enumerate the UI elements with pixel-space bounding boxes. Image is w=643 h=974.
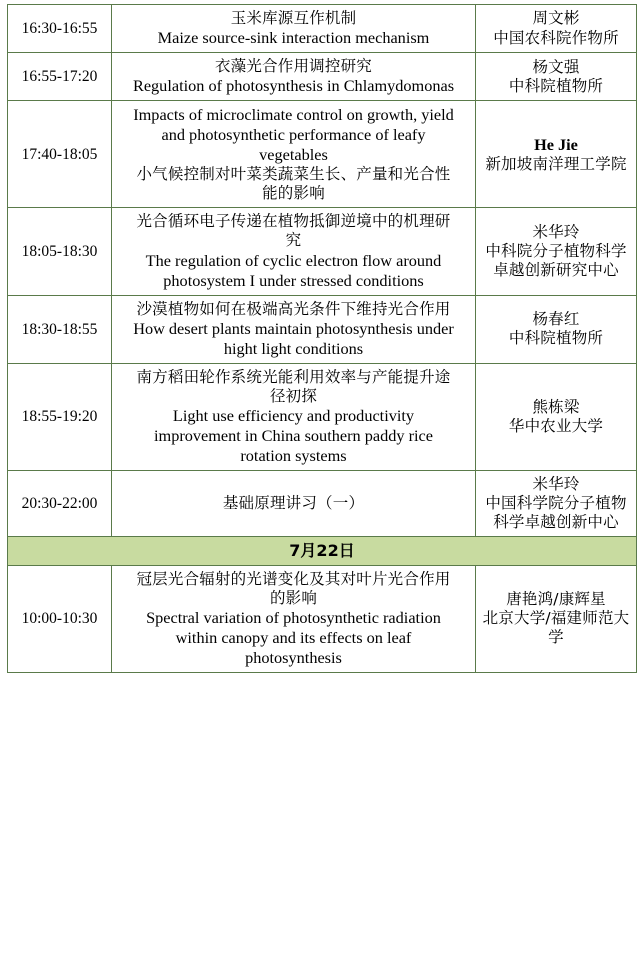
session-title — [112, 208, 476, 295]
session-speaker-line: 杨文强 — [532, 57, 580, 76]
session-title-line: 径初探 — [269, 386, 318, 405]
session-title-line: Light use efficiency and productivity — [172, 405, 415, 425]
schedule-table-body — [8, 5, 637, 673]
session-speaker — [476, 53, 637, 101]
session-title-line: 究 — [285, 231, 302, 250]
session-title-line: 沙漠植物如何在极端高光条件下维持光合作用 — [136, 299, 451, 318]
session-title-line: 玉米库源互作机制 — [230, 9, 357, 27]
table-row — [8, 363, 637, 470]
session-title — [112, 363, 476, 470]
table-row — [8, 208, 637, 295]
session-title-line: hight light conditions — [223, 338, 364, 358]
session-title — [112, 101, 476, 208]
session-speaker-line: 唐艳鸿/康辉星 — [506, 590, 606, 609]
session-speaker-line: 熊栋梁 — [532, 397, 580, 416]
table-row — [8, 470, 637, 536]
session-time: 16:30-16:55 — [8, 5, 112, 53]
table-row — [8, 101, 637, 208]
session-time: 10:00-10:30 — [8, 565, 112, 672]
session-title-line: 的影响 — [269, 588, 318, 607]
table-row — [8, 295, 637, 363]
session-speaker-line: 卓越创新研究中心 — [493, 261, 619, 280]
date-banner-label: 7月22日 — [8, 537, 637, 566]
session-speaker — [476, 5, 637, 53]
session-speaker-line: 中科院植物所 — [508, 76, 604, 95]
session-title-line: and photosynthetic performance of leafy — [161, 125, 426, 145]
session-speaker-line: 学 — [548, 628, 564, 647]
session-title-line: How desert plants maintain photosynthesis under — [133, 318, 454, 338]
session-speaker-line: 中科院植物所 — [508, 329, 604, 348]
session-title-line: Regulation of photosynthesis in Chlamydomonas — [132, 76, 455, 96]
session-speaker — [476, 470, 637, 536]
session-speaker-line: 科学卓越创新中心 — [493, 513, 619, 532]
session-title — [112, 295, 476, 363]
session-speaker-line: 新加坡南洋理工学院 — [485, 154, 627, 173]
session-time: 18:30-18:55 — [8, 295, 112, 363]
session-title — [112, 565, 476, 672]
session-title-line: improvement in China southern paddy rice — [154, 425, 433, 445]
session-title-line: 小气候控制对叶菜类蔬菜生长、产量和光合性 — [136, 165, 451, 184]
session-title-line: rotation systems — [240, 445, 347, 465]
session-speaker — [476, 363, 637, 470]
session-title-line: Maize source-sink interaction mechanism — [157, 28, 430, 48]
session-speaker-line: 米华玲 — [532, 474, 580, 493]
session-time: 20:30-22:00 — [8, 470, 112, 536]
session-title-line: photosynthesis — [245, 647, 342, 667]
session-time: 18:55-19:20 — [8, 363, 112, 470]
session-speaker — [476, 295, 637, 363]
session-title-line: 光合循环电子传递在植物抵御逆境中的机理研 — [136, 212, 451, 231]
session-time: 17:40-18:05 — [8, 101, 112, 208]
session-title-line: 南方稻田轮作系统光能利用效率与产能提升途 — [136, 367, 451, 386]
session-title-line: 基础原理讲习（一） — [222, 494, 365, 512]
session-time: 18:05-18:30 — [8, 208, 112, 295]
session-speaker-line: 中国科学院分子植物 — [485, 494, 627, 512]
session-title-line: within canopy and its effects on leaf — [175, 627, 412, 647]
session-speaker-line: 杨春红 — [532, 310, 580, 329]
session-title-line: 能的影响 — [262, 184, 325, 203]
table-row — [8, 5, 637, 53]
session-title — [112, 53, 476, 101]
session-title — [112, 5, 476, 53]
session-title-line: 衣藻光合作用调控研究 — [214, 57, 372, 76]
table-row — [8, 53, 637, 101]
session-title-line: 冠层光合辐射的光谱变化及其对叶片光合作用 — [136, 569, 451, 588]
session-speaker-line: He Jie — [534, 134, 578, 154]
session-speaker-line: 中科院分子植物科学 — [485, 241, 627, 260]
session-speaker-line: 中国农科院作物所 — [493, 28, 619, 47]
session-speaker — [476, 208, 637, 295]
session-speaker — [476, 101, 637, 208]
session-speaker-line: 米华玲 — [532, 222, 580, 241]
session-title-line: Spectral variation of photosynthetic radiation — [146, 607, 441, 627]
date-banner-row — [8, 537, 637, 566]
session-speaker-line: 周文彬 — [532, 9, 580, 28]
session-title-line: Impacts of microclimate control on growth, yield — [133, 105, 454, 125]
session-title-line: vegetables — [259, 145, 328, 165]
session-speaker-line: 华中农业大学 — [508, 416, 604, 435]
session-title — [112, 470, 476, 536]
schedule-table — [7, 4, 637, 673]
session-time: 16:55-17:20 — [8, 53, 112, 101]
session-title-line: The regulation of cyclic electron flow around — [145, 250, 442, 270]
session-speaker-line: 北京大学/福建师范大 — [482, 609, 630, 628]
session-title-line: photosystem I under stressed conditions — [163, 270, 424, 290]
session-speaker — [476, 565, 637, 672]
table-row — [8, 565, 637, 672]
